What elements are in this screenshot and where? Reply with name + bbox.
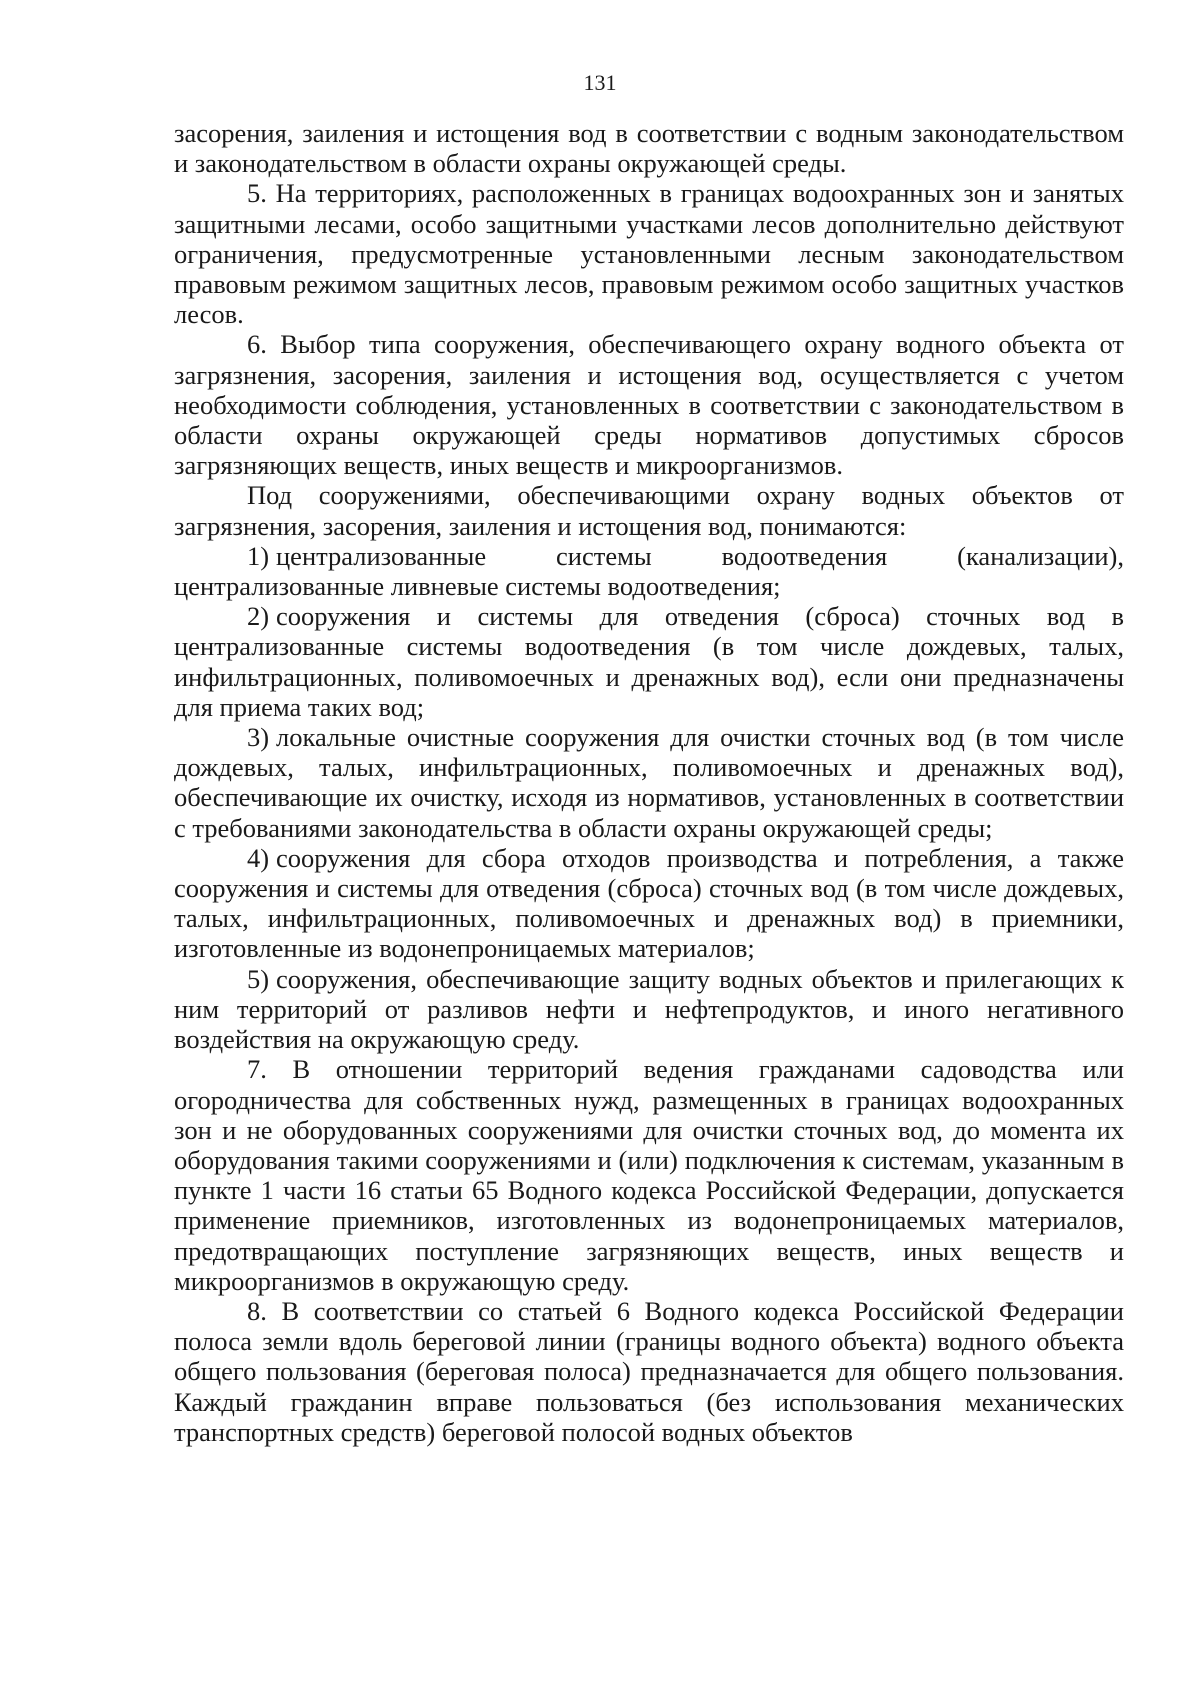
- document-body: [174, 118, 1124, 1447]
- list-item-number: 5): [247, 963, 270, 994]
- list-item-text: сооружения для сбора отходов производства и потребления, а также сооружения и системы для отведения (сброса) сточных вод (в том числе дождевых, талых, инфильтрационных, поливомоечных и дренажных вод) в приемники, изготовленные из водонепроницаемых материалов;: [174, 842, 1124, 964]
- paragraph-continuation: засорения, заиления и истощения вод в соответствии с водным законодательством и законодательством в области охраны окружающей среды.: [174, 118, 1124, 179]
- paragraph-7: 7. В отношении территорий ведения гражданами садоводства или огородничества для собственных нужд, размещенных в границах водоохранных зон и не оборудованных сооружениями для очистки сточных вод, до момента их оборудования такими сооружениями и (или) подключения к системам, указанным в пункте 1 части 16 статьи 65 Водного кодекса Российской Федерации, допускается применение приемников, изготовленных из водонепроницаемых материалов, предотвращающих поступление загрязняющих веществ, иных веществ и микроорганизмов в окружающую среду.: [174, 1054, 1124, 1296]
- list-item-2: [174, 601, 1124, 722]
- paragraph-6: 6. Выбор типа сооружения, обеспечивающего охрану водного объекта от загрязнения, засорения, заиления и истощения вод, осуществляется с учетом необходимости соблюдения, установленных в соответствии с законодательством в области охраны окружающей среды нормативов допустимых сбросов загрязняющих веществ, иных веществ и микроорганизмов.: [174, 329, 1124, 481]
- list-item-3: [174, 722, 1124, 843]
- list-item-1: [174, 541, 1124, 601]
- paragraph-structures-intro: Под сооружениями, обеспечивающими охрану водных объектов от загрязнения, засорения, заиления и истощения вод, понимаются:: [174, 480, 1124, 541]
- list-item-text: сооружения, обеспечивающие защиту водных объектов и прилегающих к ним территорий от разливов нефти и нефтепродуктов, и иного негативного воздействия на окружающую среду.: [174, 963, 1124, 1055]
- list-item-number: 1): [247, 540, 270, 571]
- paragraph-8: 8. В соответствии со статьей 6 Водного кодекса Российской Федерации полоса земли вдоль береговой линии (границы водного объекта) водного объекта общего пользования (береговая полоса) предназначается для общего пользования. Каждый гражданин вправе пользоваться (без использования механических транспортных средств) береговой полосой водных объектов: [174, 1295, 1124, 1447]
- list-item-text: сооружения и системы для отведения (сброса) сточных вод в централизованные системы водоотведения (в том числе дождевых, талых, инфильтрационных, поливомоечных и дренажных вод), если они предназначены для приема таких вод;: [174, 601, 1124, 722]
- list-item-number: 4): [247, 842, 270, 873]
- list-item-text: централизованные системы водоотведения (канализации), централизованные ливневые системы водоотведения;: [174, 540, 1124, 602]
- page-number: 131: [583, 70, 617, 95]
- paragraph-5: 5. На территориях, расположенных в границах водоохранных зон и занятых защитными лесами, особо защитными участками лесов дополнительно действуют ограничения, предусмотренные установленными лесным законодательством правовым режимом защитных лесов, правовым режимом особо защитных участков лесов.: [174, 178, 1124, 330]
- list-item-number: 2): [247, 601, 270, 632]
- list-item-5: [174, 964, 1124, 1055]
- list-item-4: [174, 843, 1124, 964]
- list-item-number: 3): [247, 722, 270, 753]
- list-item-text: локальные очистные сооружения для очистки сточных вод (в том числе дождевых, талых, инфильтрационных, поливомоечных и дренажных вод), обеспечивающие их очистку, исходя из нормативов, установленных в соответствии с требованиями законодательства в области охраны окружающей среды;: [174, 722, 1124, 843]
